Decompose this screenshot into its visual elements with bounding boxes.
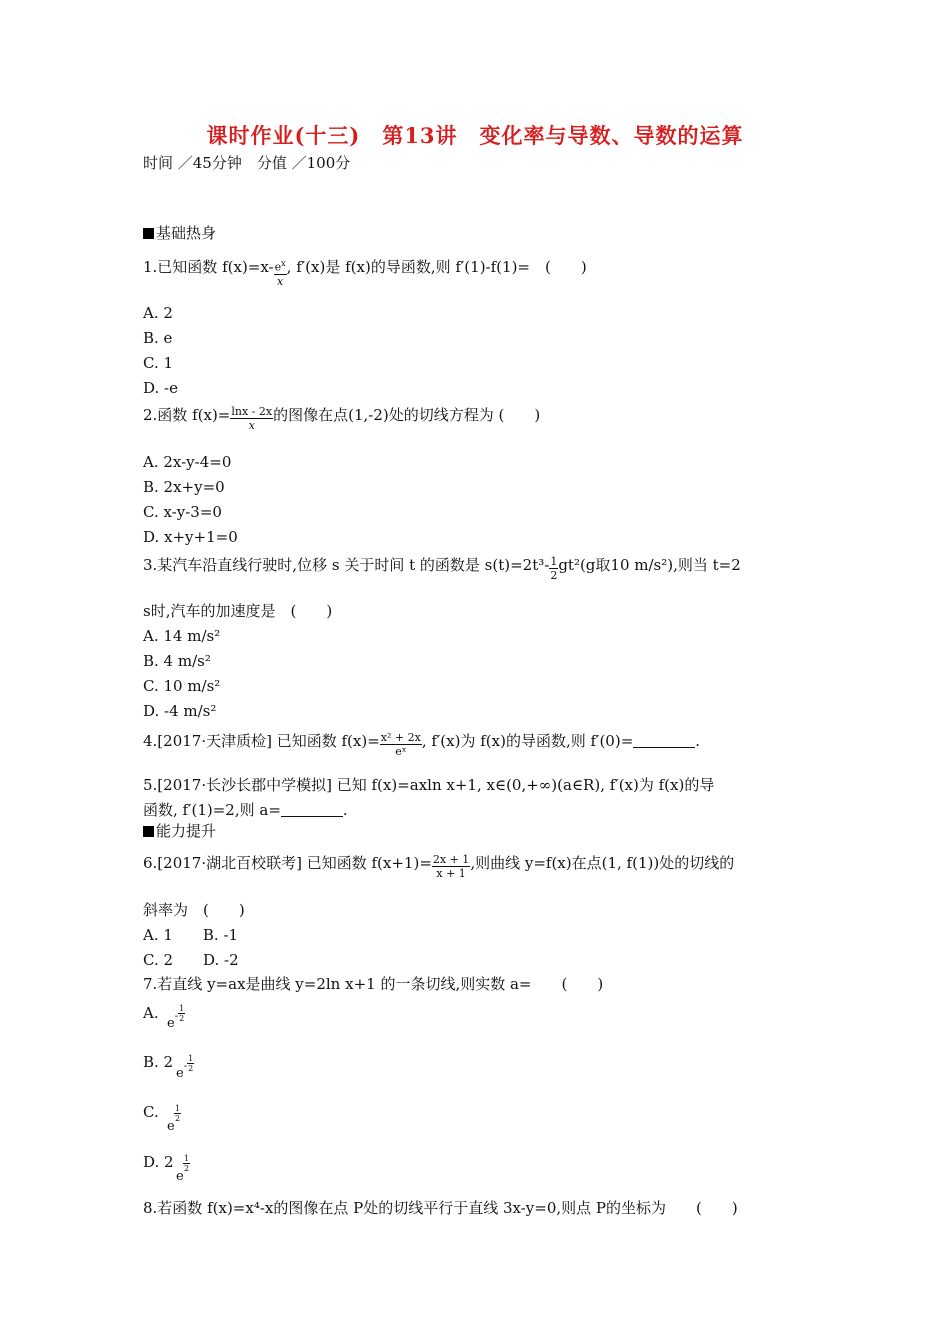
q3-stem-a: 3.某汽车沿直线行驶时,位移 s 关于时间 t 的函数是 s(t)=2t³- <box>143 556 550 574</box>
q3-option-a[interactable]: A. 14 m/s² <box>143 627 221 645</box>
q4-frac-den: eˣ <box>395 745 407 758</box>
q1-fraction <box>274 257 287 289</box>
q6-frac-num: 2x + 1 <box>432 853 470 866</box>
q7-option-d[interactable] <box>143 1152 174 1172</box>
q2-option-b[interactable]: B. 2x+y=0 <box>143 478 225 496</box>
q7-option-c-label: C. <box>143 1103 159 1121</box>
q2-frac-den: x <box>248 419 255 432</box>
q6-stem-a: 6.[2017·湖北百校联考] 已知函数 f(x+1)= <box>143 854 432 872</box>
q7-option-b-label: B. 2 <box>143 1053 174 1071</box>
section-advanced-label: 能力提升 <box>156 822 217 840</box>
q6-fraction <box>432 853 470 881</box>
square-bullet-icon <box>143 826 154 837</box>
q1-frac-sup: x <box>281 259 286 268</box>
section-advanced <box>143 821 216 841</box>
q6-stem-c: 斜率为 ( ) <box>143 901 245 919</box>
q6-options-row-2[interactable]: C. 2 D. -2 <box>143 951 239 969</box>
q3-stem-c: s时,汽车的加速度是 ( ) <box>143 602 333 620</box>
time-score-info: 时间 ／45分钟 分值 ／100分 <box>143 154 351 172</box>
q2-stem-a: 2.函数 f(x)= <box>143 406 231 424</box>
q7-option-b-expr: e- $\frac{1}{2}$ <box>176 1054 194 1081</box>
q5-line2-b: . <box>342 801 348 819</box>
q4-stem-a: 4.[2017·天津质检] 已知函数 f(x)= <box>143 732 380 750</box>
q6-frac-den: x + 1 <box>436 867 466 880</box>
q2-stem-b: 的图像在点(1,-2)处的切线方程为 ( ) <box>273 406 541 424</box>
q7-option-c-exp: $\frac{1}{2}$ <box>175 1104 181 1123</box>
section-basic-label: 基础热身 <box>156 224 217 242</box>
q7-option-c-base: e <box>167 1119 175 1134</box>
q3-stem-b: gt²(g取10 m/s²),则当 t=2 <box>558 556 741 574</box>
q7-option-d-exp: $\frac{1}{2}$ <box>184 1154 190 1173</box>
page-title: 课时作业(十三) 第13讲 变化率与导数、导数的运算 <box>206 123 744 148</box>
q4-answer-blank[interactable] <box>633 733 695 748</box>
q7-a-base: e <box>167 1016 175 1031</box>
q1-option-a[interactable]: A. 2 <box>143 304 173 322</box>
q2-frac-num: lnx - 2x <box>231 405 273 418</box>
q7-option-d-base: e <box>176 1169 184 1184</box>
section-basic <box>143 223 216 243</box>
q4-fraction <box>380 731 422 759</box>
question-1-stem <box>143 257 587 289</box>
question-3-stem <box>143 555 741 583</box>
q7-b-base: e <box>176 1066 184 1081</box>
q7-option-c[interactable] <box>143 1102 159 1122</box>
question-2-stem <box>143 405 540 433</box>
q3-frac-den: 2 <box>550 569 558 582</box>
question-7-stem: 7.若直线 y=ax是曲线 y=2ln x+1 的一条切线,则实数 a= ( ) <box>143 975 604 993</box>
q1-option-d[interactable]: D. -e <box>143 379 178 397</box>
q5-line2-a: 函数, f′(1)=2,则 a= <box>143 801 281 819</box>
question-5-line-1: 5.[2017·长沙长郡中学模拟] 已知 f(x)=axln x+1, x∈(0,+∞)(a∈R), f′(x)为 f(x)的导 <box>143 776 715 794</box>
q3-option-d[interactable]: D. -4 m/s² <box>143 702 217 720</box>
q4-stem-b: , f′(x)为 f(x)的导函数,则 f′(0)= <box>421 732 634 750</box>
q2-fraction <box>230 405 273 433</box>
q1-option-c[interactable]: C. 1 <box>143 354 174 372</box>
question-4-stem <box>143 731 700 759</box>
q7-option-a-label: A. <box>143 1004 159 1022</box>
q2-option-a[interactable]: A. 2x-y-4=0 <box>143 453 232 471</box>
question-8-stem: 8.若函数 f(x)=x⁴-x的图像在点 P处的切线平行于直线 3x-y=0,则点 P的坐标为 ( ) <box>143 1199 738 1217</box>
q1-option-b[interactable]: B. e <box>143 329 173 347</box>
q1-frac-den: x <box>277 274 284 288</box>
q6-options-row-1[interactable]: A. 1 B. -1 <box>143 926 239 944</box>
q2-option-c[interactable]: C. x-y-3=0 <box>143 503 222 521</box>
q2-option-d[interactable]: D. x+y+1=0 <box>143 528 238 546</box>
q7-option-a[interactable] <box>143 1003 159 1023</box>
q7-option-b[interactable] <box>143 1052 173 1072</box>
q3-frac-num: 1 <box>550 555 558 568</box>
q1-stem-b: , f′(x)是 f(x)的导函数,则 f′(1)-f(1)= ( ) <box>286 258 587 276</box>
q7-option-d-label: D. 2 <box>143 1153 174 1171</box>
square-bullet-icon <box>143 228 154 239</box>
question-6-stem <box>143 853 734 881</box>
q1-stem-a: 1.已知函数 f(x)=x- <box>143 258 274 276</box>
q3-option-c[interactable]: C. 10 m/s² <box>143 677 221 695</box>
q1-frac-num: e <box>274 260 282 274</box>
q3-option-b[interactable]: B. 4 m/s² <box>143 652 211 670</box>
question-5-line-2 <box>143 800 348 820</box>
q6-stem-b: ,则曲线 y=f(x)在点(1, f(1))处的切线的 <box>470 854 735 872</box>
q4-stem-c: . <box>695 732 701 750</box>
q3-fraction <box>549 555 558 583</box>
q7-option-a-expr: e- $\frac{1}{2}$ <box>167 1004 185 1031</box>
q5-answer-blank[interactable] <box>281 802 343 817</box>
q4-frac-num: x² + 2x <box>380 731 421 744</box>
